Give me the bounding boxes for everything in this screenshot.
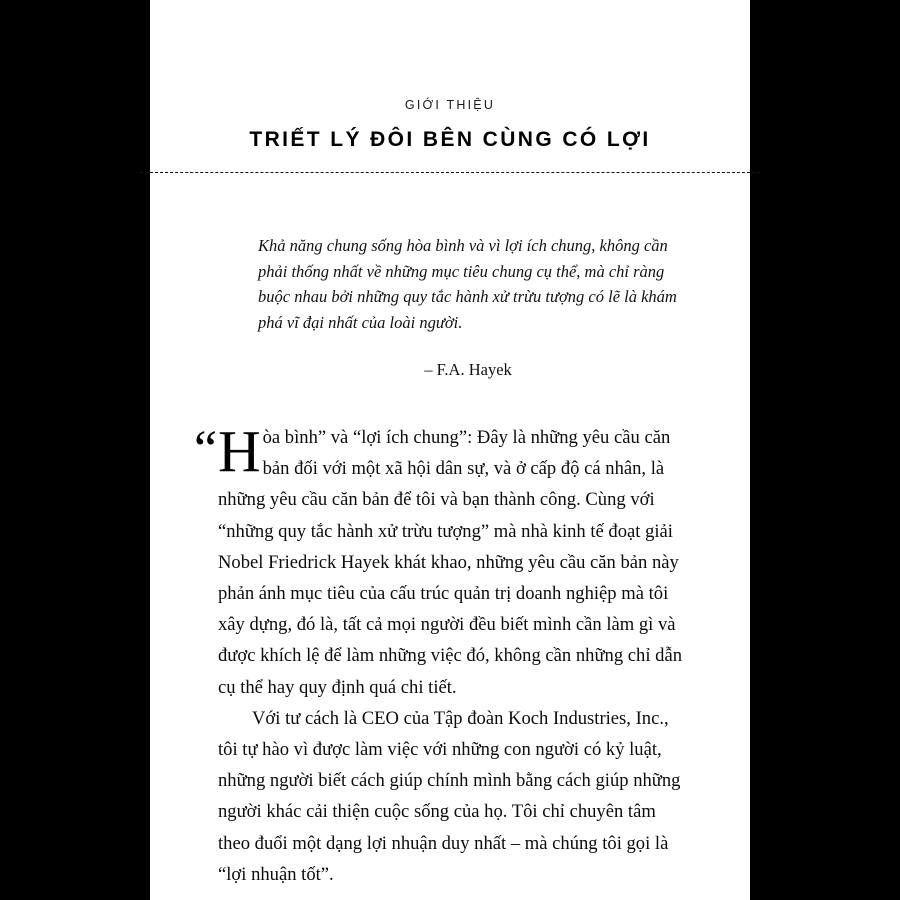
epigraph-quote: Khả năng chung sống hòa bình và vì lợi ích chung, không cần phải thống nhất về những mục tiêu chung cụ thể, mà chỉ ràng buộc nhau bởi những quy tắc hành xử trừu tượng có lẽ là khám phá vĩ đại nhất của loài người. bbox=[258, 236, 677, 332]
open-quote-mark: “ bbox=[194, 421, 218, 478]
page-content bbox=[150, 0, 750, 900]
horizontal-dashed-divider bbox=[140, 172, 760, 173]
body-text bbox=[194, 418, 688, 890]
paragraph-first-text: òa bình” và “lợi ích chung”: Đây là những yêu cầu căn bản đối với một xã hội dân sự, và ở cấp độ cá nhân, là những yêu cầu căn bản để tôi và bạn thành công. Cùng với “những quy tắc hành xử trừu tượng” mà nhà kinh tế đoạt giải Nobel Friedrick Hayek khát khao, những yêu cầu căn bản này phản ánh mục tiêu của cấu trúc quản trị doanh nghiệp mà tôi xây dựng, đó là, tất cả mọi người đều biết mình cần làm gì và được khích lệ để làm những việc đó, không cần những chỉ dẫn cụ thể hay quy định quá chi tiết. bbox=[218, 427, 682, 698]
epigraph-attribution: – F.A. Hayek bbox=[424, 360, 512, 379]
page-title: TRIẾT LÝ ĐÔI BÊN CÙNG CÓ LỢI bbox=[249, 128, 651, 151]
paragraph-second: Với tư cách là CEO của Tập đoàn Koch Industries, Inc., tôi tự hào vì được làm việc với những con người có kỷ luật, những người biết cách giúp chính mình bằng cách giúp những người khác cải thiện cuộc sống của họ. Tôi chỉ chuyên tâm theo đuổi một dạng lợi nhuận duy nhất – mà chúng tôi gọi là “lợi nhuận tốt”. bbox=[218, 707, 681, 885]
drop-cap: H bbox=[218, 418, 261, 484]
paragraph-first bbox=[194, 418, 688, 703]
book-page bbox=[150, 0, 750, 900]
chapter-label: GIỚI THIỆU bbox=[404, 98, 496, 112]
